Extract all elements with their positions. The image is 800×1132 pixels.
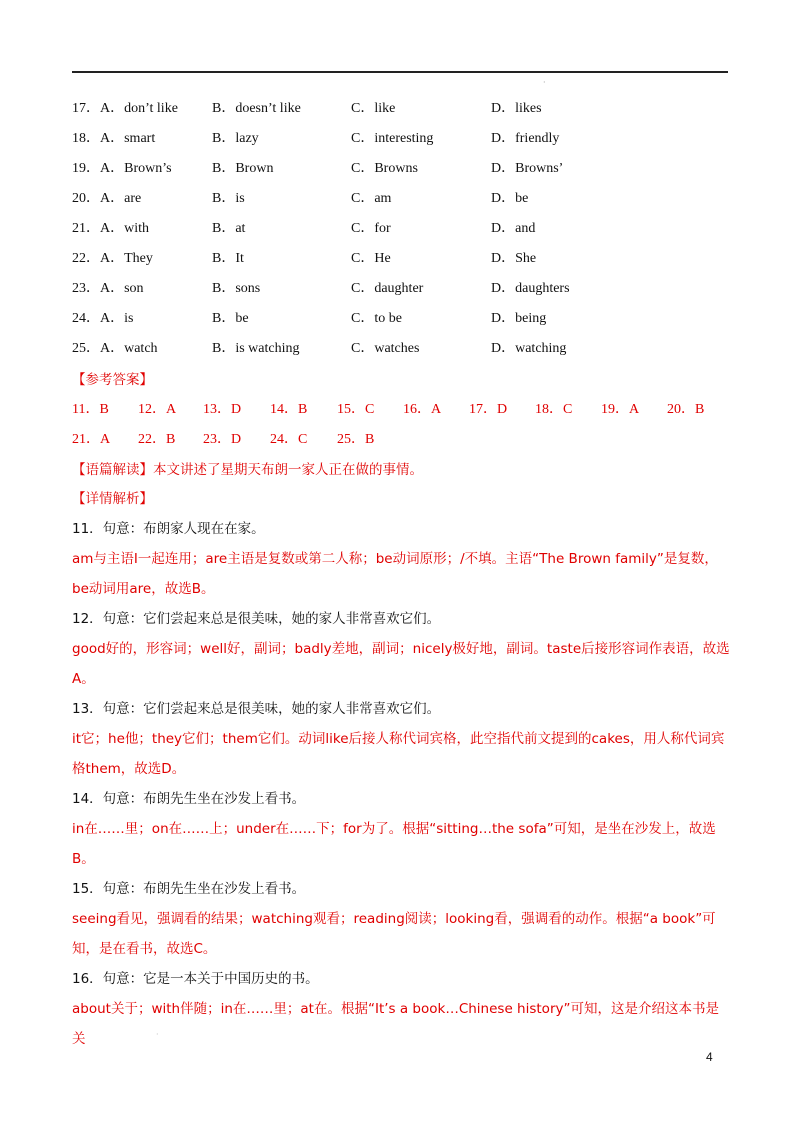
explanations	[72, 514, 730, 1054]
option-a: A．smart	[100, 131, 156, 146]
header-rule	[72, 71, 728, 73]
answer-heading: 【参考答案】	[72, 372, 153, 388]
option-d: D．watching	[491, 341, 567, 356]
option-d: D．likes	[491, 101, 542, 116]
option-b: B．sons	[212, 281, 261, 296]
option-b: B．is	[212, 191, 245, 206]
question-row	[72, 124, 732, 154]
option-c: C．like	[351, 101, 396, 116]
question-number: 25．	[72, 341, 100, 356]
answer-row-2	[72, 426, 732, 456]
option-b: B．Brown	[212, 161, 274, 176]
option-d: D．daughters	[491, 281, 570, 296]
question-number: 23．	[72, 281, 100, 296]
option-b: B．lazy	[212, 131, 259, 146]
explanation-analysis: it它；he他；they它们；them它们。动词like后接人称代词宾格，此空指代前文提到的cakes，用人称代词宾格them，故选D。	[72, 731, 725, 777]
answer-item: 17．D	[469, 402, 508, 417]
option-d: D．and	[491, 221, 536, 236]
explanation-sentence: 12．句意：它们尝起来总是很美味，她的家人非常喜欢它们。	[72, 611, 441, 627]
explanation-sentence: 14．句意：布朗先生坐在沙发上看书。	[72, 791, 306, 807]
option-c: C．Browns	[351, 161, 418, 176]
answer-item: 14．B	[270, 402, 308, 417]
option-c: C．for	[351, 221, 391, 236]
question-number: 21．	[72, 221, 100, 236]
option-d: D．be	[491, 191, 529, 206]
explanation-analysis: am与主语I一起连用；are主语是复数或第二人称；be动词原形；/不填。主语“The Brown family”是复数，be动词用are，故选B。	[72, 551, 718, 597]
page-number: 4	[706, 1050, 713, 1064]
option-c: C．daughter	[351, 281, 424, 296]
question-number-and-option-a	[72, 157, 172, 177]
answer-item: 23．D	[203, 432, 242, 447]
multiple-choice-list	[72, 94, 732, 364]
answer-item: 13．D	[203, 402, 242, 417]
option-d: D．Browns’	[491, 161, 564, 176]
option-b: B．at	[212, 221, 246, 236]
option-c: C．interesting	[351, 131, 434, 146]
explanation-sentence: 16．句意：它是一本关于中国历史的书。	[72, 971, 319, 987]
question-row	[72, 214, 732, 244]
question-number: 17．	[72, 101, 100, 116]
question-number-and-option-a	[72, 247, 153, 267]
option-a: A．is	[100, 311, 134, 326]
question-row	[72, 94, 732, 124]
question-number-and-option-a	[72, 187, 141, 207]
answer-item: 24．C	[270, 432, 308, 447]
answer-item: 16．A	[403, 402, 442, 417]
summary-heading: 【语篇解读】	[72, 462, 153, 478]
option-a: A．watch	[100, 341, 158, 356]
option-a: A．are	[100, 191, 142, 206]
option-a: A．with	[100, 221, 149, 236]
question-number-and-option-a	[72, 217, 149, 237]
option-b: B．is watching	[212, 341, 300, 356]
question-number-and-option-a	[72, 307, 133, 327]
option-a: A．son	[100, 281, 144, 296]
answer-item: 25．B	[337, 432, 375, 447]
question-number-and-option-a	[72, 337, 158, 357]
option-d: D．She	[491, 251, 537, 266]
question-number: 19．	[72, 161, 100, 176]
answer-item: 15．C	[337, 402, 375, 417]
question-row	[72, 184, 732, 214]
question-row	[72, 334, 732, 364]
answer-key	[72, 396, 732, 456]
option-b: B．doesn’t like	[212, 101, 301, 116]
question-number-and-option-a	[72, 277, 144, 297]
answer-item: 22．B	[138, 432, 176, 447]
summary-text: 本文讲述了星期天布朗一家人正在做的事情。	[153, 462, 423, 478]
answer-item: 11．B	[72, 402, 109, 417]
summary-line	[72, 458, 423, 478]
answer-item: 21．A	[72, 432, 111, 447]
detail-heading: 【详情解析】	[72, 491, 153, 507]
question-number: 24．	[72, 311, 100, 326]
answer-item: 12．A	[138, 402, 177, 417]
question-number-and-option-a	[72, 127, 155, 147]
option-a: A．They	[100, 251, 153, 266]
explanation-sentence: 15．句意：布朗先生坐在沙发上看书。	[72, 881, 306, 897]
explanation-analysis: about关于；with伴随；in在……里；at在。根据“It’s a book…Chinese history”可知，这是介绍这本书是关	[72, 1001, 719, 1047]
answer-item: 19．A	[601, 402, 640, 417]
option-c: C．He	[351, 251, 391, 266]
explanation-analysis: in在……里；on在……上；under在……下；for为了。根据“sitting…the sofa”可知，是坐在沙发上，故选B。	[72, 821, 716, 867]
decorative-dot: ·	[156, 1030, 159, 1039]
answer-item: 20．B	[667, 402, 705, 417]
question-row	[72, 244, 732, 274]
option-c: C．watches	[351, 341, 420, 356]
question-row	[72, 304, 732, 334]
question-number-and-option-a	[72, 97, 178, 117]
option-c: C．am	[351, 191, 392, 206]
option-a: A．Brown’s	[100, 161, 172, 176]
explanation-sentence: 13．句意：它们尝起来总是很美味，她的家人非常喜欢它们。	[72, 701, 441, 717]
option-b: B．be	[212, 311, 249, 326]
question-number: 18．	[72, 131, 100, 146]
option-d: D．friendly	[491, 131, 560, 146]
question-row	[72, 274, 732, 304]
answer-row-1	[72, 396, 732, 426]
option-a: A．don’t like	[100, 101, 178, 116]
question-number: 22．	[72, 251, 100, 266]
decorative-dot: ·	[543, 78, 546, 87]
option-d: D．being	[491, 311, 547, 326]
explanation-analysis: seeing看见，强调看的结果；watching观看；reading阅读；looking看，强调看的动作。根据“a book”可知，是在看书，故选C。	[72, 911, 716, 957]
option-c: C．to be	[351, 311, 402, 326]
answer-item: 18．C	[535, 402, 573, 417]
question-row	[72, 154, 732, 184]
question-number: 20．	[72, 191, 100, 206]
explanation-analysis: good好的，形容词；well好，副词；badly差地，副词；nicely极好地，副词。taste后接形容词作表语，故选A。	[72, 641, 730, 687]
explanation-sentence: 11．句意：布朗家人现在在家。	[72, 521, 265, 537]
option-b: B．It	[212, 251, 244, 266]
